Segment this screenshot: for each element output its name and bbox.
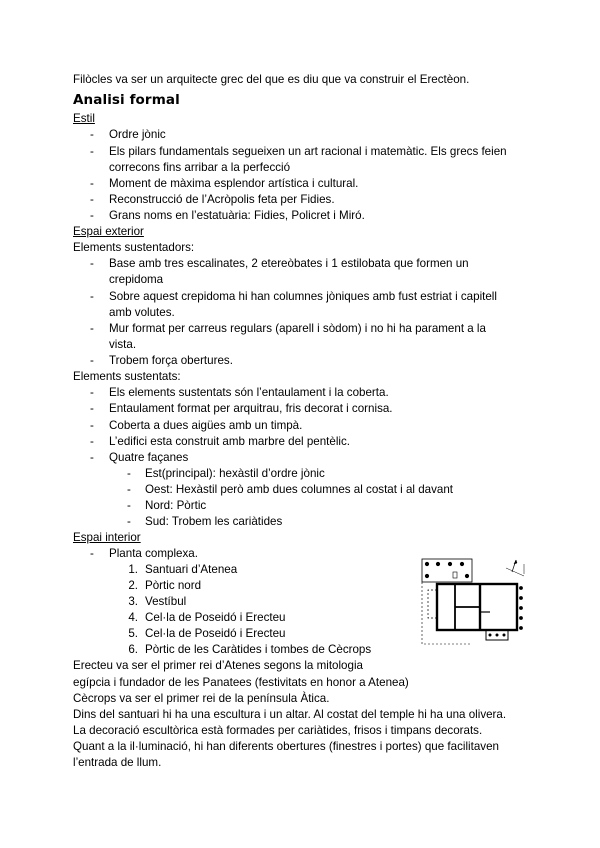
paragraph-line: egípcia i fundador de les Panatees (festivitats en honor a Atenea) bbox=[73, 676, 409, 689]
paragraph-line: Erecteu va ser el primer rei d’Atenes segons la mitologia bbox=[73, 659, 363, 672]
list-item: Trobem força obertures. bbox=[109, 354, 233, 367]
list-item: Ordre jònic bbox=[109, 128, 166, 141]
paragraph-line: Quant a la il·luminació, hi han diferents obertures (finestres i portes) que facilitaven bbox=[73, 740, 499, 753]
paragraph-line: Dins del santuari hi ha una escultura i un altar. Al costat del temple hi ha una olivera. bbox=[73, 708, 507, 721]
subsection-sustentadors-title: Elements sustentadors: bbox=[73, 241, 195, 254]
section-espai-interior-title: Espai interior bbox=[73, 531, 141, 544]
facana-item: Oest: Hexàstil però amb dues columnes al costat i al davant bbox=[145, 483, 454, 496]
paragraph-line: Cècrops va ser el primer rei de la península Àtica. bbox=[73, 692, 330, 705]
facana-item: Est(principal): hexàstil d’ordre jònic bbox=[145, 467, 325, 480]
list-item: Mur format per carreus regulars (aparell i sòdom) i no hi ha parament a la bbox=[109, 322, 486, 335]
bullet-dash: - bbox=[127, 467, 131, 480]
list-item: Els pilars fundamentals segueixen un art racional i matemàtic. Els grecs feien bbox=[109, 145, 507, 158]
bullet-dash: - bbox=[90, 451, 94, 464]
room-item: Santuari d’Atenea bbox=[145, 563, 238, 576]
room-number: 1. bbox=[128, 563, 138, 576]
section-espai-exterior-title: Espai exterior bbox=[73, 225, 144, 238]
bullet-dash: - bbox=[90, 145, 94, 158]
room-item: Vestíbul bbox=[145, 595, 187, 608]
bullet-dash: - bbox=[90, 354, 94, 367]
subsection-sustentats-title: Elements sustentats: bbox=[73, 370, 181, 383]
list-item: Sobre aquest crepidoma hi han columnes jòniques amb fust estriat i capitell bbox=[109, 290, 497, 303]
list-item-continuation: vista. bbox=[109, 338, 137, 351]
room-item: Cel·la de Poseidó i Erecteu bbox=[145, 611, 286, 624]
bullet-dash: - bbox=[90, 547, 94, 560]
paragraph-line: l’entrada de llum. bbox=[73, 756, 162, 769]
room-item: Pòrtic nord bbox=[145, 579, 202, 592]
list-item-continuation: correcons fins arribar a la perfecció bbox=[109, 161, 291, 174]
intro-text: Filòcles va ser un arquitecte grec del que es diu que va construir el Erectèon. bbox=[73, 73, 470, 86]
list-item: Entaulament format per arquitrau, fris decorat i cornisa. bbox=[109, 402, 393, 415]
room-number: 5. bbox=[128, 627, 138, 640]
bullet-dash: - bbox=[90, 386, 94, 399]
list-item-continuation: amb volutes. bbox=[109, 306, 175, 319]
bullet-dash: - bbox=[90, 193, 94, 206]
list-item: Reconstrucció de l’Acròpolis feta per Fidies. bbox=[109, 193, 335, 206]
bullet-dash: - bbox=[90, 290, 94, 303]
bullet-dash: - bbox=[90, 257, 94, 270]
room-number: 3. bbox=[128, 595, 138, 608]
section-estil-title: Estil bbox=[73, 112, 95, 125]
bullet-dash: - bbox=[90, 402, 94, 415]
bullet-dash: - bbox=[90, 128, 94, 141]
list-item: Grans noms en l’estatuària: Fidies, Policret i Miró. bbox=[109, 209, 365, 222]
room-number: 4. bbox=[128, 611, 138, 624]
list-item: Base amb tres escalinates, 2 etereòbates i 1 estilobata que formen un bbox=[109, 257, 469, 270]
list-item: L’edifici esta construit amb marbre del pentèlic. bbox=[109, 435, 351, 448]
bullet-dash: - bbox=[90, 419, 94, 432]
bullet-dash: - bbox=[127, 483, 131, 496]
list-item: Els elements sustentats són l’entaulament i la coberta. bbox=[109, 386, 389, 399]
facana-item: Nord: Pòrtic bbox=[145, 499, 207, 512]
list-item: Planta complexa. bbox=[109, 547, 198, 560]
list-item: Quatre façanes bbox=[109, 451, 189, 464]
facana-item: Sud: Trobem les cariàtides bbox=[145, 515, 283, 528]
room-number: 2. bbox=[128, 579, 138, 592]
room-item: Cel·la de Poseidó i Erecteu bbox=[145, 627, 286, 640]
bullet-dash: - bbox=[90, 209, 94, 222]
bullet-dash: - bbox=[90, 177, 94, 190]
bullet-dash: - bbox=[90, 435, 94, 448]
bullet-dash: - bbox=[127, 515, 131, 528]
bullet-dash: - bbox=[127, 499, 131, 512]
floor-plan-image bbox=[420, 556, 530, 648]
list-item: Moment de màxima esplendor artística i cultural. bbox=[109, 177, 359, 190]
room-item: Pòrtic de les Caràtides i tombes de Cècrops bbox=[145, 643, 372, 656]
heading-analisi-formal: Analisi formal bbox=[73, 92, 180, 108]
paragraph-line: La decoració escultòrica està formades per cariàtides, frisos i timpans decorats. bbox=[73, 724, 483, 737]
bullet-dash: - bbox=[90, 322, 94, 335]
list-item-continuation: crepidoma bbox=[109, 273, 164, 286]
list-item: Coberta a dues aigües amb un timpà. bbox=[109, 419, 303, 432]
room-number: 6. bbox=[128, 643, 138, 656]
